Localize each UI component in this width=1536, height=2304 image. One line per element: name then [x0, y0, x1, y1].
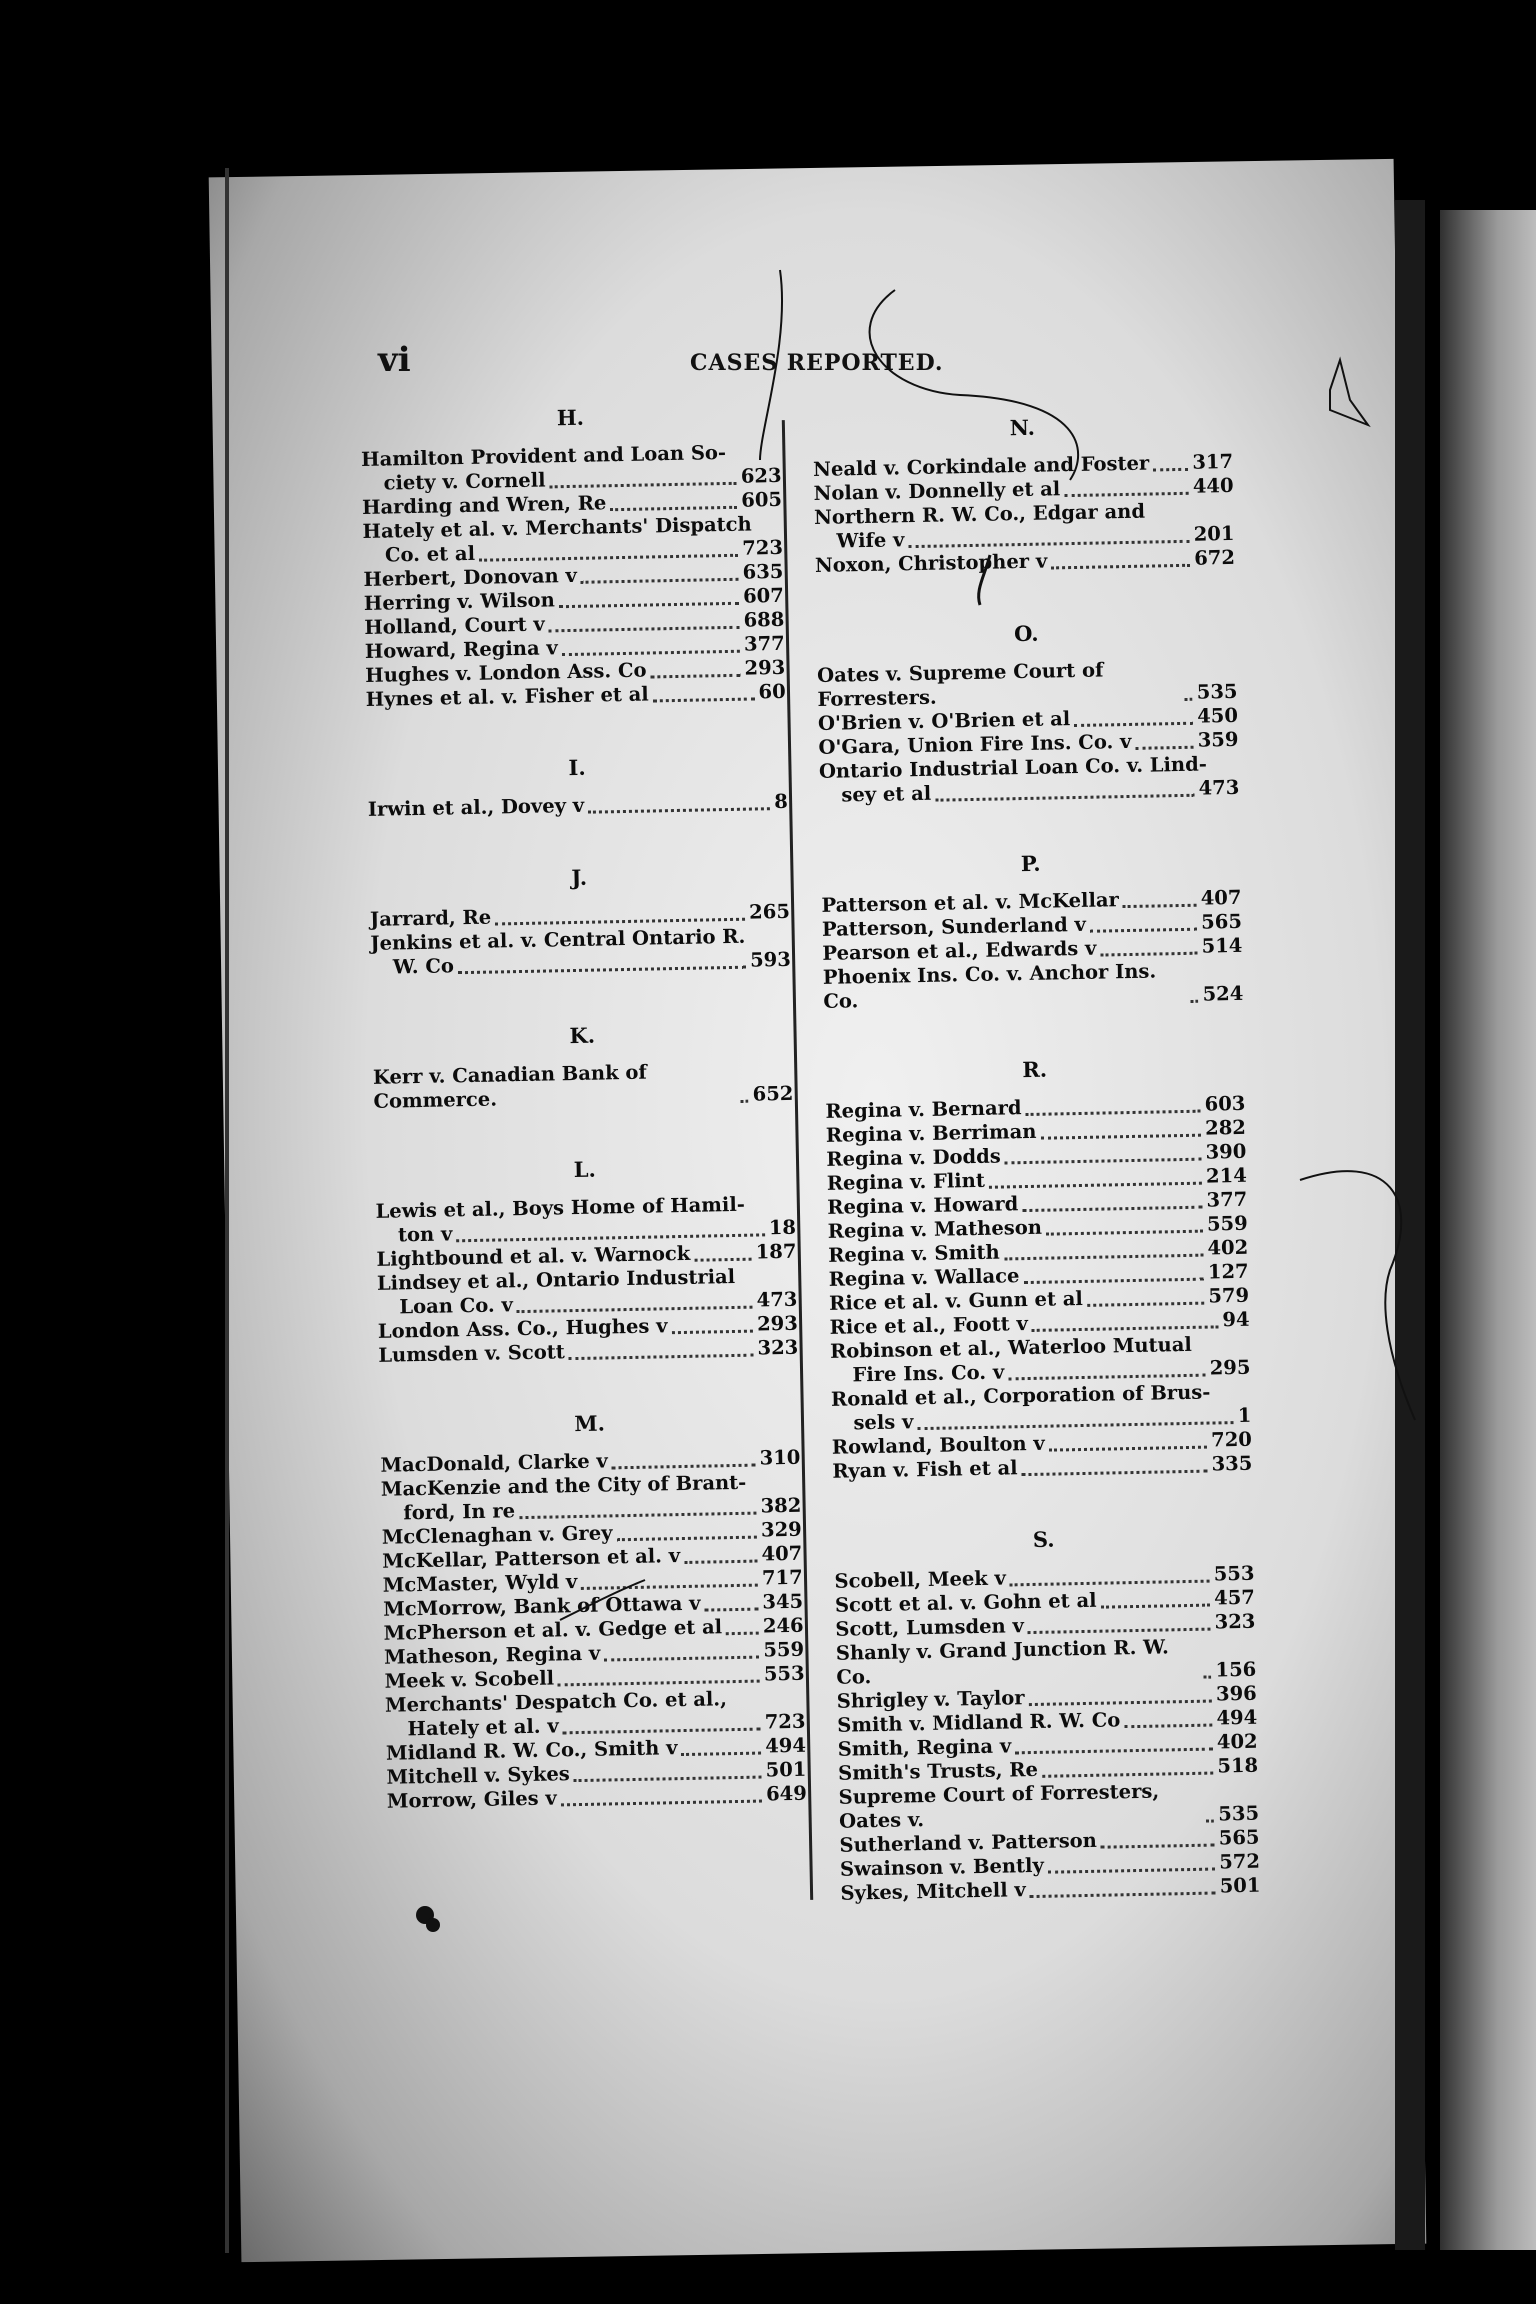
case-name: Herring v. Wilson	[363, 588, 555, 615]
page-number: 201	[1193, 521, 1235, 546]
case-name: sels v	[853, 1410, 914, 1435]
page-number: 473	[1198, 775, 1240, 800]
section-gap	[366, 704, 787, 750]
page-number: 559	[1206, 1211, 1248, 1236]
page-number: 187	[755, 1239, 797, 1264]
case-name: Fire Ins. Co. v	[852, 1360, 1005, 1387]
case-name: Swainson v. Bently	[839, 1853, 1045, 1881]
case-name: Shrigley v. Taylor	[836, 1686, 1025, 1713]
section-gap	[371, 972, 792, 1018]
case-name: Midland R. W. Co., Smith v	[385, 1736, 678, 1765]
index-column-left	[360, 392, 807, 1814]
case-name: McKellar, Patterson et al. v	[382, 1544, 681, 1573]
dot-leader	[1185, 697, 1193, 701]
dot-leader	[1029, 1699, 1213, 1707]
case-name: MacDonald, Clarke v	[380, 1449, 608, 1477]
case-name: Regina v. Dodds	[826, 1144, 1001, 1171]
case-name: Ontario Industrial Loan Co. v. Lind-	[818, 752, 1208, 783]
page-number: 407	[761, 1541, 803, 1566]
dot-leader	[1051, 563, 1190, 570]
case-name: Regina v. Berriman	[825, 1119, 1037, 1147]
dot-leader	[1048, 1867, 1216, 1874]
section-gap	[374, 1106, 795, 1152]
section-letter: S.	[1032, 1526, 1055, 1552]
case-entry-line	[817, 656, 1238, 712]
case-name: Smith's Trusts, Re	[837, 1757, 1039, 1785]
dot-leader	[1008, 1373, 1206, 1381]
page-number: 293	[744, 655, 786, 680]
case-entry-line	[838, 1778, 1259, 1834]
section-letter: N.	[1009, 414, 1036, 441]
dot-leader	[653, 696, 755, 702]
case-name: Regina v. Wallace	[828, 1264, 1020, 1291]
page-number: 603	[1204, 1091, 1246, 1116]
dot-leader	[1206, 1819, 1214, 1823]
case-name: Regina v. Bernard	[825, 1096, 1022, 1123]
page-number: 246	[762, 1613, 804, 1638]
case-name: Sutherland v. Patterson	[839, 1828, 1098, 1857]
page-number: 579	[1208, 1283, 1250, 1308]
case-name: Rice et al. v. Gunn et al	[828, 1286, 1083, 1315]
dot-leader	[651, 673, 741, 679]
page-number: 565	[1200, 909, 1243, 934]
section-gap	[824, 1006, 1245, 1052]
case-name: Noxon, Christopher v	[814, 549, 1048, 577]
case-name: McMaster, Wyld v	[382, 1570, 578, 1597]
case-name: Northern R. W. Co., Edgar and	[813, 499, 1146, 529]
case-name: Regina v. Howard	[827, 1192, 1019, 1219]
case-name: Scott et al. v. Gohn et al	[834, 1588, 1097, 1617]
dot-leader	[588, 806, 770, 813]
dot-leader	[705, 1607, 759, 1612]
page-number: 8	[773, 789, 789, 814]
dot-leader	[1191, 999, 1199, 1003]
case-name: Sykes, Mitchell v	[840, 1878, 1026, 1905]
page-number: 553	[1213, 1561, 1255, 1586]
case-entry-line	[823, 958, 1244, 1014]
dot-leader	[1022, 1205, 1202, 1212]
case-name: Smith v. Midland R. W. Co	[837, 1708, 1121, 1737]
page-number: 494	[1216, 1705, 1258, 1730]
dot-leader	[612, 1463, 756, 1470]
page-number: 402	[1207, 1235, 1249, 1260]
dot-leader	[1135, 745, 1193, 750]
page-number: 501	[765, 1757, 807, 1782]
page-number: 317	[1192, 449, 1234, 474]
page-number: 501	[1219, 1873, 1261, 1898]
page-number: 450	[1197, 703, 1239, 728]
dot-leader	[1074, 721, 1193, 727]
dot-leader	[559, 601, 739, 608]
page-number: 535	[1196, 679, 1238, 704]
case-name: Irwin et al., Dovey v	[367, 793, 585, 821]
page-number: 649	[765, 1781, 808, 1806]
section-letter: R.	[1022, 1056, 1048, 1083]
dot-leader	[550, 481, 737, 489]
dot-leader	[581, 577, 739, 584]
case-name: Regina v. Smith	[828, 1240, 1000, 1267]
dot-leader	[1101, 1603, 1211, 1609]
dot-leader	[561, 1799, 762, 1807]
dot-leader	[1040, 1133, 1201, 1140]
section-gap	[815, 570, 1236, 616]
page-number: 494	[764, 1733, 807, 1758]
case-name: Jenkins et al. v. Central Ontario R.	[370, 924, 746, 955]
case-name: Lumsden v. Scott	[378, 1340, 565, 1367]
page-gutter-shadow	[1395, 200, 1425, 2250]
case-name: Ronald et al., Corporation of Brus-	[830, 1380, 1211, 1411]
dot-leader	[694, 1257, 752, 1262]
page-number: 329	[760, 1517, 802, 1542]
page-folio: vi	[378, 340, 411, 380]
dot-leader	[569, 1353, 754, 1361]
dot-leader	[1153, 467, 1188, 472]
dot-leader	[1101, 1843, 1215, 1849]
dot-leader	[1004, 1253, 1204, 1261]
case-name: Lewis et al., Boys Home of Hamil-	[375, 1192, 746, 1223]
case-name: Loan Co. v	[399, 1293, 514, 1319]
dot-leader	[1022, 1469, 1208, 1477]
section-gap	[833, 1476, 1254, 1522]
case-name: Hately et al. v	[407, 1714, 559, 1741]
case-name: Merchants' Despatch Co. et al.,	[384, 1687, 728, 1717]
page-number: 156	[1215, 1657, 1257, 1682]
case-name: Rowland, Boulton v	[831, 1431, 1045, 1459]
dot-leader	[479, 553, 738, 562]
page-number: 310	[759, 1445, 801, 1470]
index-column-right	[812, 402, 1261, 1906]
dot-leader	[495, 917, 745, 926]
page-number: 345	[762, 1589, 804, 1614]
dot-leader	[604, 1655, 759, 1662]
case-name: Kerr v. Canadian Bank of Commerce.	[372, 1060, 647, 1113]
dot-leader	[1010, 1579, 1210, 1587]
case-name: Scobell, Meek v	[834, 1566, 1007, 1593]
case-name: Robinson et al., Waterloo Mutual	[829, 1332, 1192, 1363]
dot-leader	[562, 649, 740, 656]
dot-leader	[682, 1751, 762, 1757]
page-number: 607	[742, 583, 785, 608]
dot-leader	[1064, 491, 1189, 497]
page-number: 402	[1216, 1729, 1258, 1754]
page-number: 635	[742, 559, 784, 584]
case-name: Co. et al	[384, 541, 476, 567]
case-name: Hynes et al. v. Fisher et al	[365, 682, 649, 711]
page-number: 723	[764, 1709, 806, 1734]
case-entry-line	[836, 1634, 1257, 1690]
dot-leader	[581, 1583, 758, 1590]
case-name: Herbert, Donovan v	[363, 563, 578, 591]
case-name: O'Gara, Union Fire Ins. Co. v	[818, 729, 1132, 759]
dot-leader	[1087, 1301, 1205, 1307]
page-number: 440	[1192, 473, 1234, 498]
page-number: 514	[1201, 933, 1243, 958]
page-number: 559	[763, 1637, 805, 1662]
page-number: 396	[1215, 1681, 1257, 1706]
page-number: 359	[1197, 727, 1239, 752]
case-name: Hately et al. v. Merchants' Dispatch	[362, 512, 752, 543]
page-number: 60	[758, 679, 786, 704]
dot-leader	[1028, 1627, 1211, 1635]
case-name: Morrow, Giles v	[386, 1786, 558, 1813]
case-name: Lindsey et al., Ontario Industrial	[376, 1264, 736, 1295]
page-number: 390	[1205, 1139, 1247, 1164]
case-name: Supreme Court of Forresters, Oates v.	[838, 1779, 1160, 1833]
case-name: Oates v. Supreme Court of Forresters.	[816, 658, 1104, 711]
dot-leader	[1090, 927, 1197, 933]
case-name: Rice et al., Foott v	[829, 1312, 1029, 1339]
case-name: McPherson et al. v. Gedge et al	[383, 1615, 723, 1645]
section-letter: M.	[574, 1410, 606, 1437]
case-name: Pearson et al., Edwards v	[822, 936, 1097, 965]
dot-leader	[549, 625, 740, 633]
case-name: Neald v. Corkindale and Foster	[812, 451, 1150, 481]
case-name: Jarrard, Re	[369, 905, 492, 931]
case-name: MacKenzie and the City of Brant-	[380, 1470, 747, 1501]
dot-leader	[1032, 1324, 1219, 1332]
case-name: Harding and Wren, Re	[361, 491, 607, 519]
dot-leader	[741, 1099, 749, 1103]
page-number: 518	[1217, 1753, 1259, 1778]
case-name: Regina v. Flint	[826, 1168, 986, 1195]
page-number: 94	[1222, 1307, 1250, 1332]
dot-leader	[563, 1727, 761, 1735]
page-number: 295	[1209, 1355, 1251, 1380]
case-entry-line	[373, 1058, 794, 1114]
page-number: 1	[1237, 1403, 1252, 1428]
page-number: 720	[1210, 1427, 1253, 1452]
page-number: 323	[757, 1335, 799, 1360]
case-name: Ryan v. Fish et al	[832, 1456, 1018, 1483]
dot-leader	[1024, 1277, 1205, 1284]
section-gap	[368, 814, 789, 860]
dot-leader	[1026, 1109, 1201, 1116]
page-number: 717	[761, 1565, 803, 1590]
case-name: W. Co	[392, 954, 455, 979]
dot-leader	[1015, 1747, 1213, 1755]
case-name: Howard, Regina v	[364, 636, 558, 663]
case-name: Hamilton Provident and Loan So-	[360, 440, 727, 471]
dot-leader	[610, 505, 737, 511]
dot-leader	[1100, 951, 1197, 957]
section-letter: P.	[1020, 850, 1041, 877]
page-number: 127	[1207, 1259, 1249, 1284]
case-name: Mitchell v. Sykes	[386, 1762, 570, 1789]
case-name: Lightbound et al. v. Warnock	[376, 1241, 691, 1271]
page-number: 723	[741, 535, 784, 560]
case-name: Wife v	[836, 528, 905, 553]
section-letter: L.	[573, 1156, 597, 1183]
section-letter: H.	[556, 404, 585, 431]
section-letter: K.	[569, 1022, 596, 1049]
dot-leader	[519, 1511, 757, 1520]
dot-leader	[1042, 1771, 1214, 1778]
section-letter: J.	[571, 864, 588, 891]
case-name: Regina v. Matheson	[827, 1215, 1043, 1243]
page-number: 524	[1202, 981, 1244, 1006]
case-name: McClenaghan v. Grey	[381, 1521, 613, 1549]
case-name: O'Brien v. O'Brien et al	[817, 707, 1071, 735]
case-name: Meek v. Scobell	[384, 1666, 555, 1693]
dot-leader	[726, 1631, 759, 1636]
dot-leader	[672, 1329, 754, 1335]
page-number: 672	[1193, 545, 1236, 570]
page-left-edge	[225, 168, 229, 2253]
section-letter: I.	[568, 754, 586, 781]
page-number: 265	[748, 899, 791, 924]
dot-leader	[1049, 1445, 1208, 1452]
dot-leader	[617, 1535, 758, 1542]
case-name: Hughes v. London Ass. Co	[365, 658, 647, 687]
dot-leader	[1030, 1891, 1216, 1899]
page-number: 457	[1213, 1585, 1256, 1610]
adjacent-page-edge	[1440, 210, 1536, 2250]
case-name: Phoenix Ins. Co. v. Anchor Ins. Co.	[822, 959, 1157, 1013]
case-name: Patterson et al. v. McKellar	[821, 888, 1119, 917]
dot-leader	[517, 1305, 753, 1314]
case-name: McMorrow, Bank of Ottawa v	[382, 1591, 701, 1621]
page-number: 652	[752, 1081, 794, 1106]
case-name: Shanly v. Grand Junction R. W. Co.	[835, 1635, 1170, 1689]
page-number: 605	[741, 487, 783, 512]
page-number: 282	[1204, 1115, 1247, 1140]
case-name: Scott, Lumsden v	[835, 1614, 1025, 1641]
dot-leader	[935, 793, 1195, 802]
page-number: 623	[740, 463, 782, 488]
case-name: ciety v. Cornell	[383, 468, 546, 495]
page-number: 688	[743, 607, 785, 632]
page-number: 18	[768, 1215, 797, 1240]
section-letter: O.	[1013, 620, 1039, 647]
section-gap	[820, 800, 1241, 846]
dot-leader	[1005, 1157, 1202, 1165]
case-name: Holland, Court v	[364, 612, 545, 639]
case-name: ton v	[397, 1222, 453, 1247]
dot-leader	[989, 1181, 1202, 1189]
dot-leader	[1123, 903, 1197, 908]
page-title: CASES REPORTED.	[690, 350, 944, 376]
dot-leader	[1046, 1229, 1203, 1236]
page-number: 535	[1218, 1801, 1260, 1826]
page-number: 572	[1219, 1849, 1261, 1874]
case-name: Patterson, Sunderland v	[821, 912, 1087, 941]
page-number: 377	[1206, 1187, 1248, 1212]
case-name: ford, In re	[403, 1499, 516, 1525]
dot-leader	[684, 1559, 758, 1564]
page-number: 565	[1218, 1825, 1260, 1850]
dot-leader	[574, 1775, 762, 1783]
dot-leader	[1204, 1675, 1212, 1679]
page-number: 323	[1214, 1609, 1256, 1634]
page-number: 593	[749, 947, 792, 972]
page-number: 214	[1205, 1163, 1247, 1188]
page-number: 293	[756, 1311, 799, 1336]
page-number: 377	[743, 631, 785, 656]
dot-leader	[1124, 1723, 1212, 1729]
case-name: sey et al	[841, 781, 932, 807]
case-name: Matheson, Regina v	[383, 1641, 601, 1669]
case-name: Nolan v. Donnelly et al	[813, 477, 1061, 505]
section-gap	[379, 1360, 800, 1406]
page-number: 382	[760, 1493, 802, 1518]
dot-leader	[558, 1679, 760, 1687]
page-number: 553	[763, 1661, 805, 1686]
case-name: Smith, Regina v	[837, 1734, 1012, 1761]
page-number: 407	[1200, 885, 1242, 910]
case-name: London Ass. Co., Hughes v	[377, 1314, 668, 1343]
page-number: 473	[756, 1287, 798, 1312]
page-number: 335	[1211, 1451, 1253, 1476]
